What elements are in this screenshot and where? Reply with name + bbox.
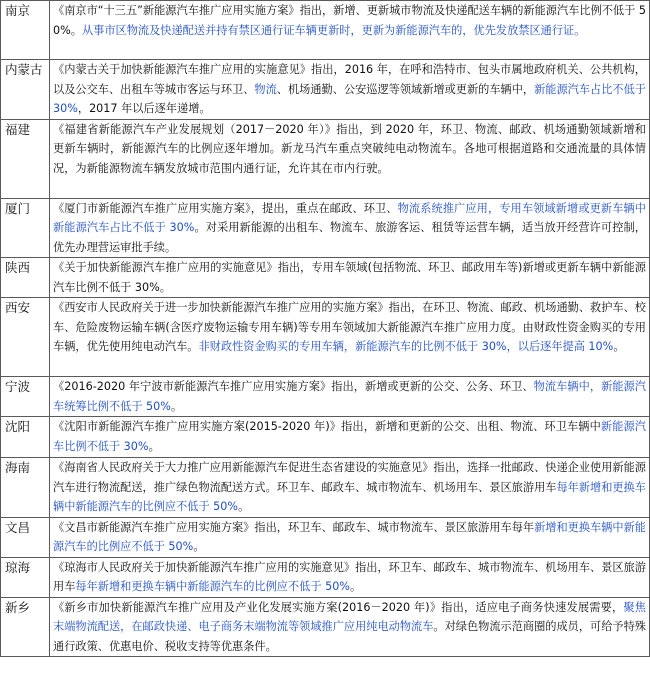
table-row [1, 298, 650, 377]
highlighted-text: 从事市区物流及快递配送并持有禁区通行证车辆更新时，更新为新能源汽车的，优先发放禁区通行证。 [81, 23, 586, 37]
policy-description [50, 517, 650, 557]
city-cell: 厦门 [1, 198, 50, 258]
policy-description [50, 1, 650, 60]
policy-description [50, 258, 650, 298]
table-row [1, 258, 650, 298]
policy-description [50, 298, 650, 377]
highlighted-text: 非财政性资金购买的专用车辆，新能源汽车的比例不低于 30%，以后逐年提高 10% [198, 340, 614, 353]
table-row [1, 557, 650, 597]
city-cell: 海南 [1, 458, 50, 518]
policy-description [50, 557, 650, 597]
table-row [1, 517, 650, 557]
policy-text: 。 [349, 580, 362, 593]
city-cell: 文昌 [1, 517, 50, 557]
policy-text: 。 [238, 500, 250, 513]
city-cell: 沈阳 [1, 417, 50, 458]
policy-text: ，2017 年以后逐年递增。 [77, 102, 211, 115]
city-cell: 陕西 [1, 258, 50, 298]
table-row [1, 198, 650, 258]
policy-text: 《内蒙古关于加快新能源汽车推广应用的实施意见》指出，2016 年，在呼和浩特市、包头市属地政府机关、公共机构，以及公交车、出租车等城市客运与环卫、 [53, 63, 646, 96]
policy-text: 《沈阳市新能源汽车推广应用实施方案(2015-2020 年)》指出，新增和更新的公交、出租、物流、环卫车辆中 [53, 420, 601, 433]
table-row [1, 1, 650, 60]
highlighted-text: 每年新增和更换车辆中新能源汽车的比例应不低于 50% [53, 480, 646, 513]
highlighted-text: 新能源汽车占比不低于 30% [53, 82, 646, 115]
policy-description [50, 377, 650, 417]
policy-text: 《厦门市新能源汽车推广应用实施方案》，提出，重点在邮政、环卫、 [53, 201, 398, 215]
highlighted-text: 新能源汽车比例不低于 30% [53, 420, 646, 453]
policy-description [50, 417, 650, 458]
city-cell: 南京 [1, 1, 50, 60]
policy-text: 。 [170, 399, 183, 413]
highlighted-text: 每年新增和更换车辆中新能源汽车的比例应不低于 50% [75, 580, 350, 593]
city-cell: 西安 [1, 298, 50, 377]
policy-text: 《海南省人民政府关于大力推广应用新能源汽车促进生态省建设的实施意见》指出，选择一批邮政、快递企业使用新能源汽车进行物流配送，推广绿色物流配送方式。环卫车、邮政车、城市物流车、机场用车、景区旅游用车 [53, 461, 646, 494]
policy-text: 《2016-2020 年宁波市新能源汽车推广应用实施方案》指出，新增或更新的公交、公务、环卫、 [53, 380, 534, 393]
highlighted-text: 物流车辆中，新能源汽车统筹比例不低于 50% [53, 380, 646, 413]
policy-text: 《南京市“十三五”新能源汽车推广应用实施方案》指出，新增、更新城市物流及快递配送车辆的新能源汽车比例不低于 50%。 [53, 4, 646, 37]
policy-description [50, 119, 650, 198]
highlighted-text: 聚焦末端物流配送，在邮政快递、电子商务末端物流等领域推广应用纯电动物流车 [53, 600, 646, 633]
policy-text: 《关于加快新能源汽车推广应用的实施意见》指出，专用车领域(包括物流、环卫、邮政用车等)新增或更新车辆中新能源汽车比例不低于 30%。 [53, 261, 646, 294]
policy-text: 。 [148, 439, 160, 453]
table-row [1, 377, 650, 417]
city-cell: 内蒙古 [1, 60, 50, 120]
table-row [1, 597, 650, 657]
policy-text: 《福建省新能源汽车产业发展规划（2017－2020 年）》指出，到 2020 年，环卫、物流、邮政、机场通勤领域新增和更新车辆时，新能源汽车的比例应逐年增加。新龙马汽车重点突破纯电动物流车。各地可根据道路和交通流量的具体情况，为新能源物流车辆发放城市范围内通行证，允许其在市内行驶。 [53, 122, 646, 175]
policy-description [50, 198, 650, 258]
city-cell: 新乡 [1, 597, 50, 657]
highlighted-text: 新增和更换车辆中新能源汽车的比例应不低于 50% [53, 520, 646, 553]
policy-text: 。 [613, 340, 625, 353]
policy-text: 《琼海市人民政府关于加快新能源汽车推广应用的实施意见》指出，环卫车、邮政车、城市物流车、机场用车、景区旅游用车 [53, 560, 646, 593]
policy-description [50, 60, 650, 120]
table-row [1, 60, 650, 120]
city-cell: 琼海 [1, 557, 50, 597]
table-row [1, 458, 650, 518]
policy-text: 《西安市人民政府关于进一步加快新能源汽车推广应用的实施方案》指出，在环卫、物流、邮政、机场通勤、救护车、校车、危险废物运输车辆(含医疗废物运输专用车辆)等专用车领域加大新能源汽车推广应用力度。由财政性资金购买的专用车辆，优先使用纯电动汽车。 [53, 301, 646, 353]
policy-description [50, 458, 650, 518]
table-row [1, 417, 650, 458]
city-cell: 福建 [1, 119, 50, 198]
policy-text: 《文昌市新能源汽车推广应用实施方案》指出，环卫车、邮政车、城市物流车、景区旅游用车每年 [53, 520, 535, 534]
highlighted-text: 物流系统推广应用，专用车领域新增或更新车辆中新能源汽车占比不低于 30% [53, 201, 646, 234]
policy-description [50, 597, 650, 657]
table-row [1, 119, 650, 198]
city-cell: 宁波 [1, 377, 50, 417]
highlighted-text: 物流 [254, 82, 277, 96]
policy-text: 。对采用新能源的出租车、物流车、旅游客运、租赁等运营车辆，适当放开经营许可控制，优先办理营运审批手续。 [53, 221, 646, 254]
policy-text: 。对绿色物流示范商圈的成员，可给予特殊通行政策、优惠电价、税收支持等优惠条件。 [53, 620, 646, 653]
policy-text: 、机场通勤、公安巡逻等领域新增或更新的车辆中， [276, 82, 535, 96]
policy-text: 。 [193, 540, 205, 553]
policy-text: 《新乡市加快新能源汽车推广应用及产业化发展实施方案(2016－2020 年)》指出，适应电子商务快速发展需要， [53, 600, 624, 614]
